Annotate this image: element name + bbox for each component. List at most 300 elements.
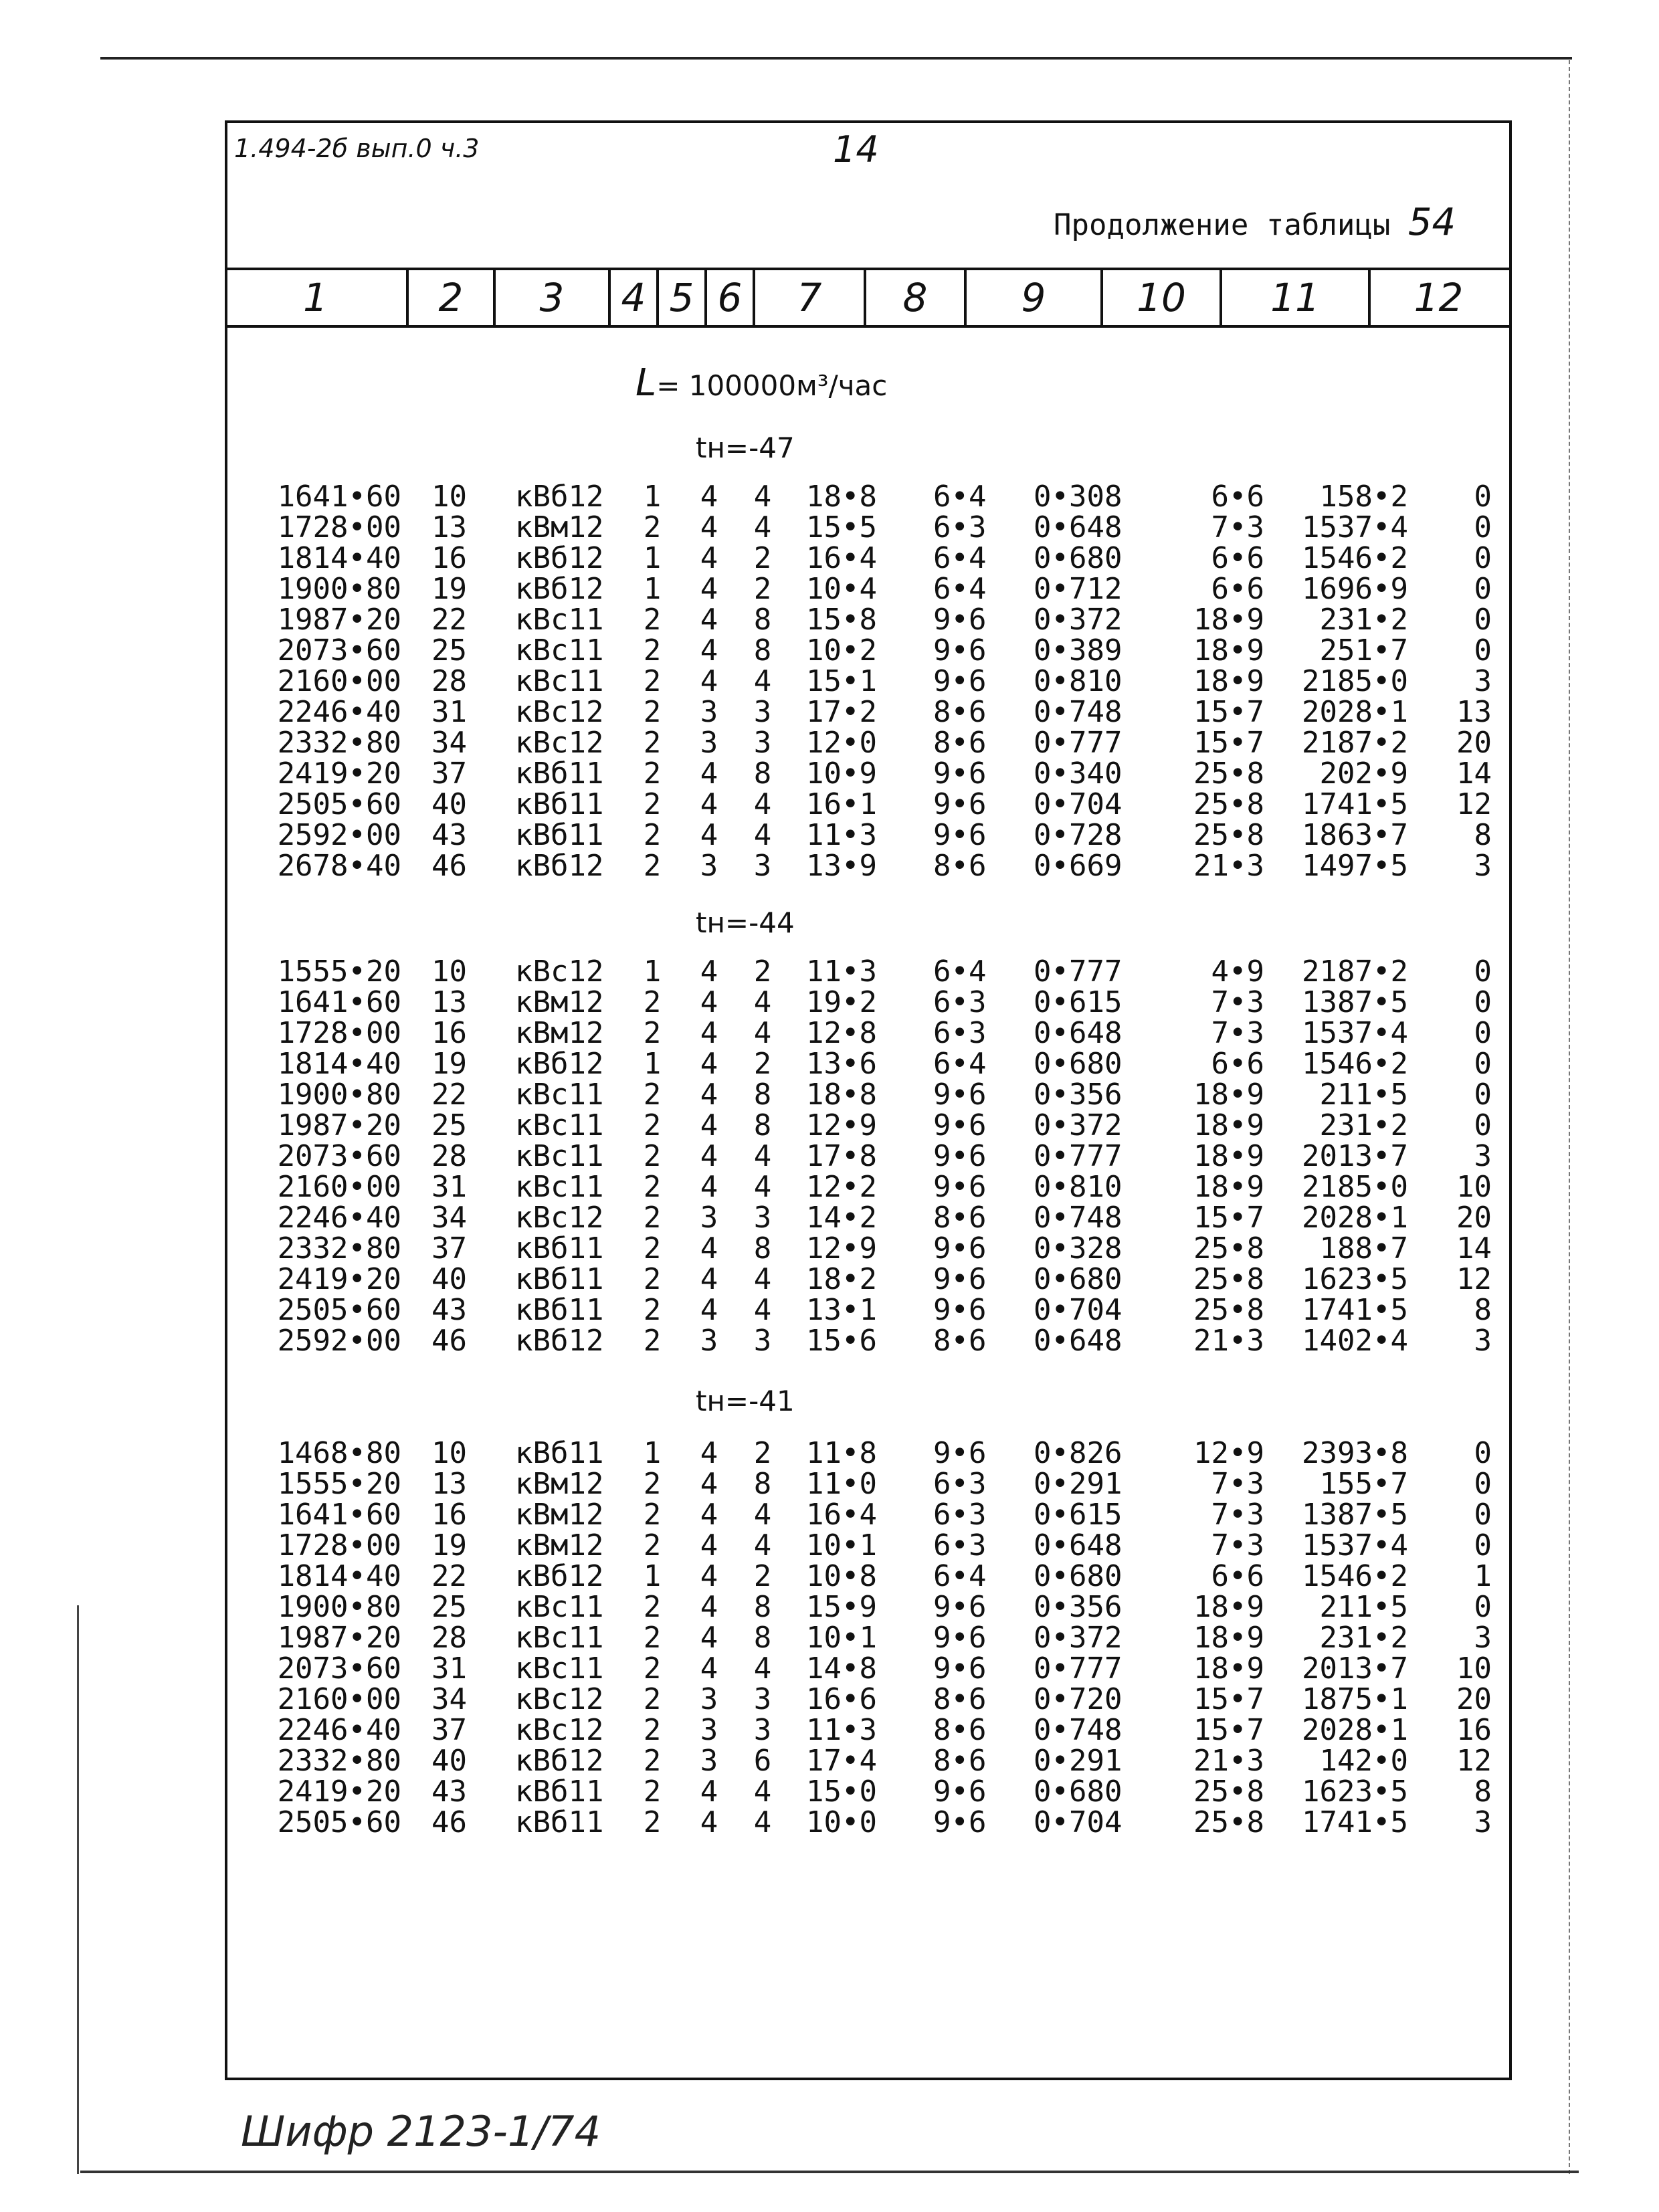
table-cell-col-3: кВб12 bbox=[515, 1047, 604, 1081]
table-cell-col-2: 19 bbox=[431, 572, 467, 606]
table-cell-col-4: 2 bbox=[643, 985, 662, 1019]
table-cell-col-3: кВс11 bbox=[515, 1170, 604, 1204]
table-cell-col-5: 4 bbox=[700, 1805, 718, 1839]
table-cell-col-5: 4 bbox=[700, 787, 718, 821]
table-cell-col-7: 10•1 bbox=[806, 1621, 877, 1655]
table-cell-col-9: 0•680 bbox=[1034, 1262, 1123, 1296]
table-cell-col-2: 43 bbox=[431, 1775, 467, 1809]
column-header-row bbox=[225, 268, 1512, 328]
table-cell-col-2: 19 bbox=[431, 1528, 467, 1563]
table-cell-col-11: 211•5 bbox=[1319, 1078, 1408, 1112]
table-cell-col-11: 231•2 bbox=[1319, 603, 1408, 637]
table-cell-col-3: кВб11 bbox=[515, 1262, 604, 1296]
table-cell-col-10: 25•8 bbox=[1193, 818, 1264, 852]
table-cell-col-3: кВс11 bbox=[515, 1651, 604, 1686]
table-cell-col-4: 2 bbox=[643, 849, 662, 883]
table-cell-col-4: 2 bbox=[643, 633, 662, 668]
table-cell-col-9: 0•748 bbox=[1034, 695, 1123, 729]
table-cell-col-1: 2246•40 bbox=[277, 1201, 401, 1235]
table-cell-col-8: 8•6 bbox=[933, 1713, 987, 1747]
table-cell-col-5: 3 bbox=[700, 1713, 718, 1747]
table-cell-col-11: 1741•5 bbox=[1302, 1293, 1408, 1327]
table-cell-col-8: 8•6 bbox=[933, 1682, 987, 1716]
table-cell-col-6: 4 bbox=[753, 664, 772, 698]
column-header-7: 7 bbox=[755, 270, 866, 325]
table-cell-col-4: 1 bbox=[643, 541, 662, 575]
page-number: 14 bbox=[833, 128, 879, 171]
table-cell-col-12: 8 bbox=[1474, 1775, 1492, 1809]
table-cell-col-10: 15•7 bbox=[1193, 695, 1264, 729]
table-cell-col-12: 0 bbox=[1474, 954, 1492, 989]
table-cell-col-11: 1623•5 bbox=[1302, 1775, 1408, 1809]
table-cell-col-12: 3 bbox=[1474, 849, 1492, 883]
table-cell-col-5: 4 bbox=[700, 1436, 718, 1470]
table-cell-col-1: 1900•80 bbox=[277, 1078, 401, 1112]
table-cell-col-9: 0•704 bbox=[1034, 1805, 1123, 1839]
table-cell-col-11: 251•7 bbox=[1319, 633, 1408, 668]
table-cell-col-7: 16•4 bbox=[806, 1498, 877, 1532]
table-cell-col-9: 0•810 bbox=[1034, 664, 1123, 698]
table-cell-col-11: 1497•5 bbox=[1302, 849, 1408, 883]
table-cell-col-5: 4 bbox=[700, 1108, 718, 1142]
table-cell-col-7: 11•3 bbox=[806, 1713, 877, 1747]
table-cell-col-11: 2187•2 bbox=[1302, 726, 1408, 760]
table-cell-col-11: 2185•0 bbox=[1302, 1170, 1408, 1204]
table-cell-col-5: 4 bbox=[700, 572, 718, 606]
table-cell-col-8: 6•4 bbox=[933, 954, 987, 989]
table-cell-col-12: 0 bbox=[1474, 541, 1492, 575]
scan-border-top bbox=[100, 57, 1572, 60]
table-cell-col-9: 0•372 bbox=[1034, 1108, 1123, 1142]
table-cell-col-2: 34 bbox=[431, 1682, 467, 1716]
table-cell-col-8: 9•6 bbox=[933, 633, 987, 668]
table-cell-col-3: кВс11 bbox=[515, 1078, 604, 1112]
table-cell-col-5: 3 bbox=[700, 726, 718, 760]
table-cell-col-7: 17•8 bbox=[806, 1139, 877, 1173]
table-cell-col-2: 22 bbox=[431, 1559, 467, 1593]
table-cell-col-2: 10 bbox=[431, 480, 467, 514]
table-cell-col-7: 14•8 bbox=[806, 1651, 877, 1686]
table-cell-col-11: 1537•4 bbox=[1302, 1016, 1408, 1050]
table-cell-col-7: 12•9 bbox=[806, 1231, 877, 1266]
table-cell-col-8: 9•6 bbox=[933, 1170, 987, 1204]
table-cell-col-5: 4 bbox=[700, 603, 718, 637]
table-cell-col-6: 4 bbox=[753, 818, 772, 852]
table-cell-col-2: 25 bbox=[431, 633, 467, 668]
table-cell-col-1: 2419•20 bbox=[277, 1775, 401, 1809]
table-cell-col-8: 9•6 bbox=[933, 1775, 987, 1809]
table-cell-col-1: 2160•00 bbox=[277, 664, 401, 698]
table-cell-col-4: 2 bbox=[643, 726, 662, 760]
table-cell-col-9: 0•810 bbox=[1034, 1170, 1123, 1204]
table-cell-col-3: кВс12 bbox=[515, 1713, 604, 1747]
flow-rate-label bbox=[636, 361, 887, 405]
table-cell-col-7: 14•2 bbox=[806, 1201, 877, 1235]
table-cell-col-2: 31 bbox=[431, 1170, 467, 1204]
table-cell-col-3: кВс12 bbox=[515, 1201, 604, 1235]
table-cell-col-7: 10•9 bbox=[806, 757, 877, 791]
table-cell-col-6: 4 bbox=[753, 1293, 772, 1327]
table-cell-col-10: 25•8 bbox=[1193, 787, 1264, 821]
table-cell-col-7: 13•6 bbox=[806, 1047, 877, 1081]
table-cell-col-1: 2073•60 bbox=[277, 1139, 401, 1173]
table-cell-col-11: 1863•7 bbox=[1302, 818, 1408, 852]
table-cell-col-10: 18•9 bbox=[1193, 633, 1264, 668]
table-cell-col-7: 19•2 bbox=[806, 985, 877, 1019]
table-cell-col-7: 15•1 bbox=[806, 664, 877, 698]
table-cell-col-4: 2 bbox=[643, 1713, 662, 1747]
table-cell-col-12: 20 bbox=[1456, 1201, 1492, 1235]
table-cell-col-2: 25 bbox=[431, 1590, 467, 1624]
table-cell-col-4: 2 bbox=[643, 757, 662, 791]
table-cell-col-6: 4 bbox=[753, 1805, 772, 1839]
table-cell-col-2: 16 bbox=[431, 541, 467, 575]
table-cell-col-6: 8 bbox=[753, 1590, 772, 1624]
table-cell-col-2: 37 bbox=[431, 757, 467, 791]
table-cell-col-9: 0•680 bbox=[1034, 1559, 1123, 1593]
table-cell-col-6: 4 bbox=[753, 1775, 772, 1809]
table-cell-col-10: 25•8 bbox=[1193, 1293, 1264, 1327]
archive-cipher-signature: Шифр 2123-1/74 bbox=[241, 2107, 601, 2156]
table-cell-col-8: 8•6 bbox=[933, 1324, 987, 1358]
table-cell-col-5: 4 bbox=[700, 757, 718, 791]
table-cell-col-11: 142•0 bbox=[1319, 1744, 1408, 1778]
table-cell-col-12: 8 bbox=[1474, 818, 1492, 852]
table-cell-col-12: 20 bbox=[1456, 1682, 1492, 1716]
table-cell-col-6: 4 bbox=[753, 1528, 772, 1563]
table-cell-col-9: 0•648 bbox=[1034, 1016, 1123, 1050]
table-cell-col-6: 2 bbox=[753, 1436, 772, 1470]
table-cell-col-11: 1741•5 bbox=[1302, 787, 1408, 821]
table-cell-col-5: 4 bbox=[700, 1078, 718, 1112]
table-cell-col-6: 2 bbox=[753, 1559, 772, 1593]
table-cell-col-3: кВб11 bbox=[515, 787, 604, 821]
table-cell-col-6: 2 bbox=[753, 954, 772, 989]
table-cell-col-2: 34 bbox=[431, 1201, 467, 1235]
table-cell-col-12: 0 bbox=[1474, 1436, 1492, 1470]
table-cell-col-5: 3 bbox=[700, 1682, 718, 1716]
table-cell-col-6: 4 bbox=[753, 510, 772, 544]
table-cell-col-9: 0•777 bbox=[1034, 1139, 1123, 1173]
table-cell-col-1: 1814•40 bbox=[277, 1559, 401, 1593]
column-header-6: 6 bbox=[707, 270, 755, 325]
table-cell-col-11: 1537•4 bbox=[1302, 510, 1408, 544]
table-cell-col-6: 8 bbox=[753, 1078, 772, 1112]
table-cell-col-8: 6•4 bbox=[933, 541, 987, 575]
table-cell-col-1: 1555•20 bbox=[277, 954, 401, 989]
table-cell-col-2: 28 bbox=[431, 664, 467, 698]
table-cell-col-5: 4 bbox=[700, 1170, 718, 1204]
table-cell-col-8: 9•6 bbox=[933, 1139, 987, 1173]
table-cell-col-10: 18•9 bbox=[1193, 1139, 1264, 1173]
table-cell-col-2: 25 bbox=[431, 1108, 467, 1142]
table-cell-col-5: 4 bbox=[700, 1621, 718, 1655]
table-cell-col-9: 0•291 bbox=[1034, 1467, 1123, 1501]
table-cell-col-8: 9•6 bbox=[933, 603, 987, 637]
table-cell-col-6: 3 bbox=[753, 1324, 772, 1358]
table-cell-col-12: 10 bbox=[1456, 1651, 1492, 1686]
table-cell-col-9: 0•777 bbox=[1034, 954, 1123, 989]
table-cell-col-11: 1546•2 bbox=[1302, 1047, 1408, 1081]
table-cell-col-4: 2 bbox=[643, 1621, 662, 1655]
table-cell-col-2: 16 bbox=[431, 1498, 467, 1532]
table-cell-col-8: 6•3 bbox=[933, 510, 987, 544]
table-cell-col-11: 1875•1 bbox=[1302, 1682, 1408, 1716]
table-cell-col-1: 1728•00 bbox=[277, 1528, 401, 1563]
table-cell-col-7: 10•8 bbox=[806, 1559, 877, 1593]
table-cell-col-1: 2592•00 bbox=[277, 1324, 401, 1358]
table-cell-col-2: 43 bbox=[431, 1293, 467, 1327]
table-cell-col-12: 3 bbox=[1474, 664, 1492, 698]
table-cell-col-12: 0 bbox=[1474, 633, 1492, 668]
table-cell-col-12: 0 bbox=[1474, 1590, 1492, 1624]
table-cell-col-12: 0 bbox=[1474, 510, 1492, 544]
table-cell-col-5: 4 bbox=[700, 1775, 718, 1809]
table-cell-col-2: 43 bbox=[431, 818, 467, 852]
table-cell-col-1: 1468•80 bbox=[277, 1436, 401, 1470]
column-header-11: 11 bbox=[1222, 270, 1371, 325]
table-cell-col-12: 20 bbox=[1456, 726, 1492, 760]
table-cell-col-9: 0•680 bbox=[1034, 541, 1123, 575]
table-cell-col-2: 40 bbox=[431, 1262, 467, 1296]
table-cell-col-10: 25•8 bbox=[1193, 1231, 1264, 1266]
table-cell-col-10: 21•3 bbox=[1193, 1744, 1264, 1778]
table-cell-col-9: 0•680 bbox=[1034, 1047, 1123, 1081]
table-cell-col-3: кВб12 bbox=[515, 1559, 604, 1593]
table-cell-col-2: 19 bbox=[431, 1047, 467, 1081]
table-cell-col-3: кВб12 bbox=[515, 541, 604, 575]
table-cell-col-10: 18•9 bbox=[1193, 664, 1264, 698]
table-cell-col-10: 18•9 bbox=[1193, 1590, 1264, 1624]
table-cell-col-4: 2 bbox=[643, 1775, 662, 1809]
table-cell-col-7: 10•0 bbox=[806, 1805, 877, 1839]
table-cell-col-1: 2160•00 bbox=[277, 1170, 401, 1204]
table-cell-col-3: кВб11 bbox=[515, 1775, 604, 1809]
table-cell-col-11: 231•2 bbox=[1319, 1108, 1408, 1142]
table-cell-col-5: 4 bbox=[700, 1139, 718, 1173]
table-cell-col-10: 25•8 bbox=[1193, 1775, 1264, 1809]
column-header-2: 2 bbox=[409, 270, 496, 325]
table-cell-col-7: 15•0 bbox=[806, 1775, 877, 1809]
table-cell-col-11: 2185•0 bbox=[1302, 664, 1408, 698]
table-cell-col-1: 1987•20 bbox=[277, 1108, 401, 1142]
table-cell-col-4: 2 bbox=[643, 695, 662, 729]
table-cell-col-9: 0•648 bbox=[1034, 510, 1123, 544]
table-cell-col-6: 8 bbox=[753, 1231, 772, 1266]
table-cell-col-12: 0 bbox=[1474, 1498, 1492, 1532]
column-header-4: 4 bbox=[611, 270, 659, 325]
table-cell-col-8: 9•6 bbox=[933, 1436, 987, 1470]
table-cell-col-6: 8 bbox=[753, 1621, 772, 1655]
scan-border-left bbox=[77, 1605, 79, 2174]
table-cell-col-4: 2 bbox=[643, 1498, 662, 1532]
table-cell-col-1: 1641•60 bbox=[277, 480, 401, 514]
column-header-9: 9 bbox=[967, 270, 1103, 325]
table-cell-col-11: 1741•5 bbox=[1302, 1805, 1408, 1839]
table-cell-col-3: кВб11 bbox=[515, 757, 604, 791]
table-cell-col-10: 18•9 bbox=[1193, 603, 1264, 637]
table-cell-col-7: 11•3 bbox=[806, 818, 877, 852]
table-cell-col-2: 46 bbox=[431, 1805, 467, 1839]
table-cell-col-9: 0•340 bbox=[1034, 757, 1123, 791]
table-cell-col-12: 0 bbox=[1474, 1016, 1492, 1050]
table-cell-col-4: 2 bbox=[643, 510, 662, 544]
table-cell-col-7: 15•9 bbox=[806, 1590, 877, 1624]
table-cell-col-8: 9•6 bbox=[933, 1262, 987, 1296]
table-cell-col-8: 9•6 bbox=[933, 787, 987, 821]
table-cell-col-8: 8•6 bbox=[933, 1201, 987, 1235]
table-cell-col-7: 11•0 bbox=[806, 1467, 877, 1501]
table-cell-col-6: 3 bbox=[753, 1682, 772, 1716]
table-cell-col-2: 46 bbox=[431, 849, 467, 883]
table-cell-col-8: 6•3 bbox=[933, 1528, 987, 1563]
table-cell-col-2: 13 bbox=[431, 510, 467, 544]
table-cell-col-3: кВс11 bbox=[515, 1139, 604, 1173]
table-cell-col-3: кВб12 bbox=[515, 480, 604, 514]
table-cell-col-12: 12 bbox=[1456, 787, 1492, 821]
table-cell-col-5: 4 bbox=[700, 664, 718, 698]
table-cell-col-3: кВб12 bbox=[515, 1744, 604, 1778]
table-cell-col-8: 9•6 bbox=[933, 757, 987, 791]
table-cell-col-1: 2505•60 bbox=[277, 787, 401, 821]
table-cell-col-3: кВм12 bbox=[515, 985, 604, 1019]
table-cell-col-3: кВм12 bbox=[515, 1528, 604, 1563]
table-cell-col-1: 2332•80 bbox=[277, 1231, 401, 1266]
table-cell-col-7: 12•8 bbox=[806, 1016, 877, 1050]
table-cell-col-12: 0 bbox=[1474, 1467, 1492, 1501]
table-cell-col-4: 2 bbox=[643, 818, 662, 852]
table-cell-col-10: 6•6 bbox=[1211, 572, 1264, 606]
column-header-12: 12 bbox=[1413, 275, 1464, 320]
table-cell-col-1: 2505•60 bbox=[277, 1805, 401, 1839]
table-cell-col-9: 0•648 bbox=[1034, 1324, 1123, 1358]
table-cell-col-3: кВб11 bbox=[515, 1231, 604, 1266]
table-cell-col-8: 9•6 bbox=[933, 1621, 987, 1655]
table-cell-col-1: 2419•20 bbox=[277, 757, 401, 791]
table-cell-col-5: 3 bbox=[700, 1744, 718, 1778]
table-cell-col-12: 13 bbox=[1456, 695, 1492, 729]
table-cell-col-7: 11•8 bbox=[806, 1436, 877, 1470]
table-cell-col-5: 4 bbox=[700, 1262, 718, 1296]
table-cell-col-10: 15•7 bbox=[1193, 1682, 1264, 1716]
table-cell-col-12: 14 bbox=[1456, 757, 1492, 791]
table-cell-col-4: 2 bbox=[643, 1139, 662, 1173]
table-cell-col-1: 1900•80 bbox=[277, 1590, 401, 1624]
table-cell-col-1: 1814•40 bbox=[277, 541, 401, 575]
table-cell-col-6: 3 bbox=[753, 1713, 772, 1747]
table-cell-col-7: 12•2 bbox=[806, 1170, 877, 1204]
table-cell-col-9: 0•328 bbox=[1034, 1231, 1123, 1266]
table-cell-col-8: 6•4 bbox=[933, 480, 987, 514]
table-cell-col-4: 2 bbox=[643, 1201, 662, 1235]
table-cell-col-4: 1 bbox=[643, 480, 662, 514]
table-cell-col-6: 8 bbox=[753, 1467, 772, 1501]
table-cell-col-9: 0•777 bbox=[1034, 1651, 1123, 1686]
table-cell-col-1: 1641•60 bbox=[277, 985, 401, 1019]
table-cell-col-1: 2332•80 bbox=[277, 1744, 401, 1778]
table-cell-col-1: 2505•60 bbox=[277, 1293, 401, 1327]
table-cell-col-10: 21•3 bbox=[1193, 1324, 1264, 1358]
table-cell-col-4: 2 bbox=[643, 1262, 662, 1296]
table-cell-col-3: кВс11 bbox=[515, 1108, 604, 1142]
table-cell-col-8: 9•6 bbox=[933, 1590, 987, 1624]
table-cell-col-5: 4 bbox=[700, 1047, 718, 1081]
table-cell-col-11: 1696•9 bbox=[1302, 572, 1408, 606]
table-cell-col-11: 1623•5 bbox=[1302, 1262, 1408, 1296]
table-cell-col-10: 21•3 bbox=[1193, 849, 1264, 883]
table-cell-col-3: кВс11 bbox=[515, 1590, 604, 1624]
table-cell-col-9: 0•372 bbox=[1034, 603, 1123, 637]
section-label: tн=-41 bbox=[696, 1385, 795, 1417]
table-cell-col-1: 2678•40 bbox=[277, 849, 401, 883]
table-cell-col-7: 16•6 bbox=[806, 1682, 877, 1716]
scan-border-bottom bbox=[80, 2171, 1579, 2173]
table-cell-col-1: 2419•20 bbox=[277, 1262, 401, 1296]
table-cell-col-8: 9•6 bbox=[933, 1108, 987, 1142]
column-header-8: 8 bbox=[866, 270, 967, 325]
table-cell-col-11: 211•5 bbox=[1319, 1590, 1408, 1624]
table-cell-col-7: 16•4 bbox=[806, 541, 877, 575]
table-cell-col-1: 2073•60 bbox=[277, 1651, 401, 1686]
table-cell-col-5: 4 bbox=[700, 541, 718, 575]
table-cell-col-9: 0•728 bbox=[1034, 818, 1123, 852]
table-cell-col-4: 2 bbox=[643, 1744, 662, 1778]
table-cell-col-9: 0•356 bbox=[1034, 1590, 1123, 1624]
table-cell-col-10: 6•6 bbox=[1211, 1047, 1264, 1081]
table-cell-col-2: 40 bbox=[431, 1744, 467, 1778]
table-cell-col-9: 0•777 bbox=[1034, 726, 1123, 760]
table-cell-col-4: 2 bbox=[643, 664, 662, 698]
continuation-text: Продолжение таблицы bbox=[1054, 208, 1391, 242]
table-cell-col-8: 9•6 bbox=[933, 1651, 987, 1686]
table-cell-col-3: кВм12 bbox=[515, 1467, 604, 1501]
table-cell-col-7: 18•2 bbox=[806, 1262, 877, 1296]
table-cell-col-6: 3 bbox=[753, 695, 772, 729]
table-cell-col-9: 0•648 bbox=[1034, 1528, 1123, 1563]
table-cell-col-11: 2013•7 bbox=[1302, 1651, 1408, 1686]
table-cell-col-9: 0•712 bbox=[1034, 572, 1123, 606]
table-cell-col-3: кВс12 bbox=[515, 954, 604, 989]
table-cell-col-7: 15•5 bbox=[806, 510, 877, 544]
table-cell-col-4: 1 bbox=[643, 1436, 662, 1470]
table-cell-col-8: 8•6 bbox=[933, 726, 987, 760]
table-cell-col-6: 3 bbox=[753, 849, 772, 883]
table-cell-col-6: 2 bbox=[753, 541, 772, 575]
column-header-10: 10 bbox=[1103, 270, 1222, 325]
table-cell-col-6: 8 bbox=[753, 603, 772, 637]
table-cell-col-1: 1987•20 bbox=[277, 603, 401, 637]
table-cell-col-9: 0•291 bbox=[1034, 1744, 1123, 1778]
table-cell-col-3: кВс11 bbox=[515, 1621, 604, 1655]
table-cell-col-1: 2246•40 bbox=[277, 695, 401, 729]
table-cell-col-3: кВб11 bbox=[515, 1293, 604, 1327]
table-cell-col-8: 9•6 bbox=[933, 1293, 987, 1327]
table-cell-col-10: 25•8 bbox=[1193, 1805, 1264, 1839]
table-cell-col-5: 4 bbox=[700, 1590, 718, 1624]
table-cell-col-8: 6•3 bbox=[933, 1498, 987, 1532]
table-cell-col-10: 7•3 bbox=[1211, 510, 1264, 544]
table-cell-col-3: кВб11 bbox=[515, 1805, 604, 1839]
flow-symbol: L bbox=[636, 361, 657, 405]
table-cell-col-7: 10•4 bbox=[806, 572, 877, 606]
table-cell-col-1: 1555•20 bbox=[277, 1467, 401, 1501]
table-cell-col-4: 2 bbox=[643, 1805, 662, 1839]
table-cell-col-12: 14 bbox=[1456, 1231, 1492, 1266]
table-cell-col-5: 4 bbox=[700, 1467, 718, 1501]
table-cell-col-5: 4 bbox=[700, 1231, 718, 1266]
table-cell-col-11: 2028•1 bbox=[1302, 1713, 1408, 1747]
table-cell-col-6: 8 bbox=[753, 757, 772, 791]
